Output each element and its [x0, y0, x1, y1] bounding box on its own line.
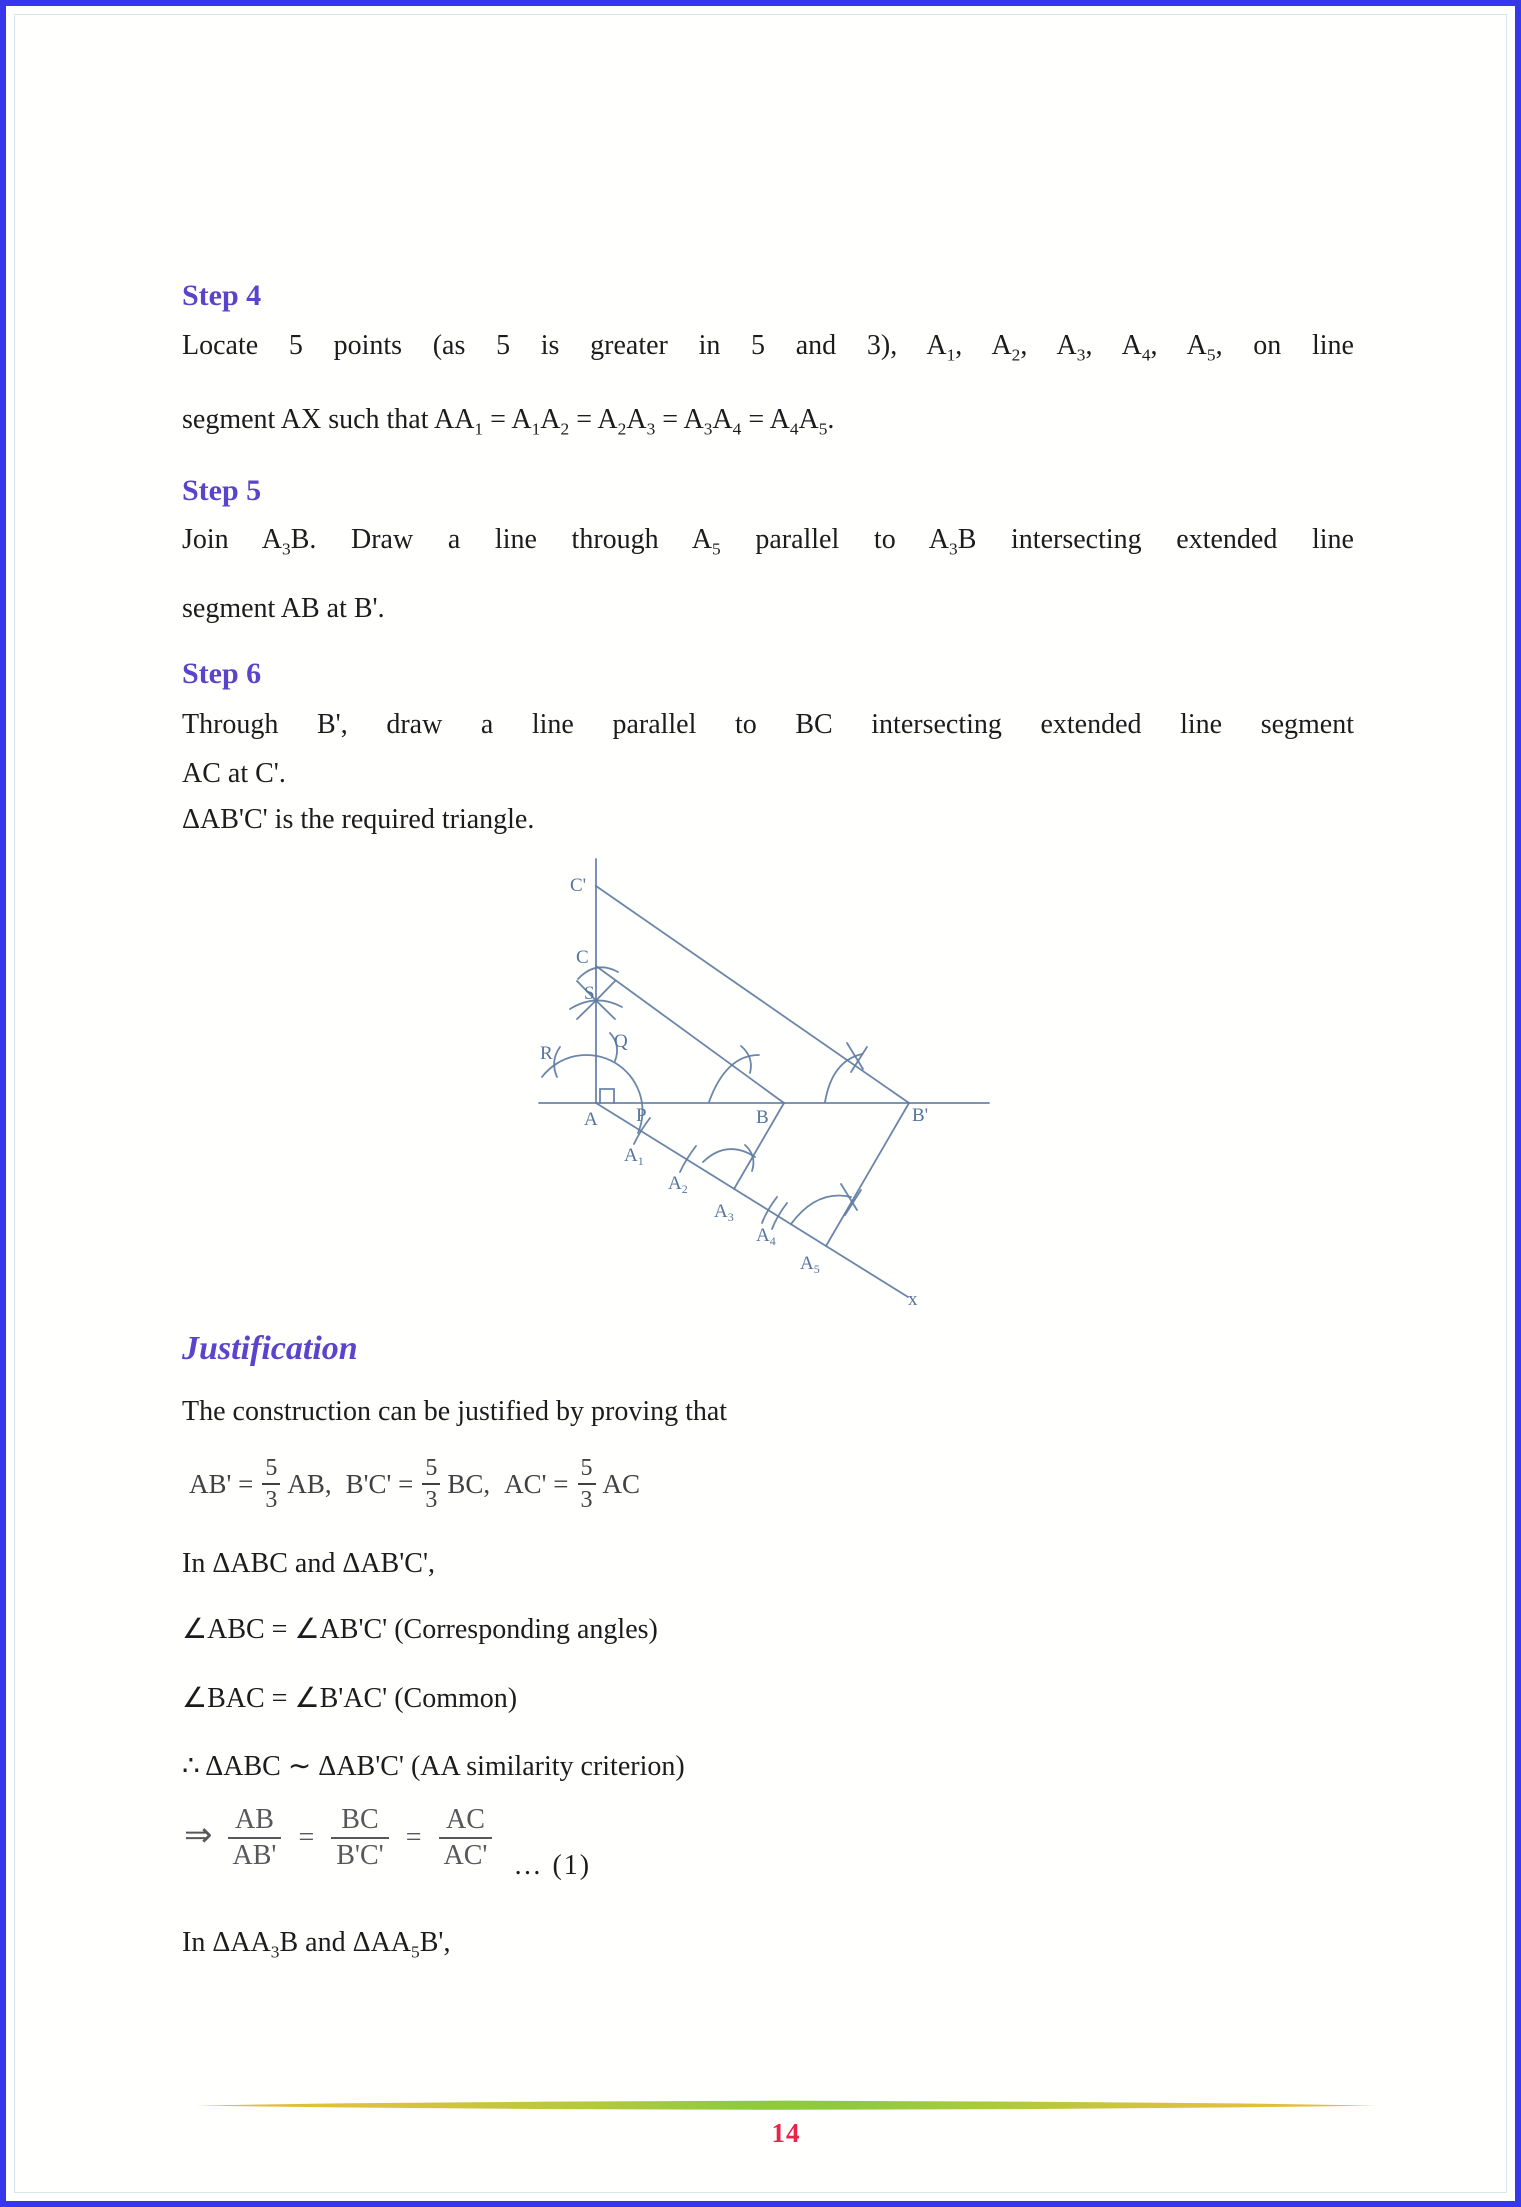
diagram-label: $A_1$ — [624, 1145, 644, 1168]
diagram-label: $A_3$ — [714, 1201, 734, 1224]
proportion-formula: ⇒ $\frac{AB}{AB'}$ = $\frac{BC}{B'C'}$ = $\frac{AC}{AC'}$ … (1) — [184, 1804, 592, 1881]
similarity-line-3: ∠BAC = ∠B'AC' (Common) — [182, 1683, 518, 1714]
diagram-label: S — [584, 983, 595, 1004]
tick-at-B — [741, 1046, 751, 1073]
diagram-label: Q — [614, 1031, 628, 1052]
justification-intro: The construction can be justified by proving that — [182, 1396, 728, 1427]
step6-line1: Through B', draw a line parallel to BC intersecting extended line segment — [182, 709, 1354, 740]
fraction: $\frac{5}{3}$ — [262, 1456, 280, 1512]
tick-A4-1 — [772, 1203, 787, 1229]
step5-line1: Join $A_3B$. Draw a line through $A_5$ parallel to $A_3B$ intersecting extended line — [182, 524, 1354, 559]
fraction: $\frac{5}{3}$ — [578, 1456, 596, 1512]
similarity-line-4: ∴ ΔABC ∼ ΔAB'C' (AA similarity criterion) — [182, 1751, 685, 1782]
diagram-label: C — [576, 947, 589, 968]
step6-line3: ΔAB'C' is the required triangle. — [182, 804, 535, 835]
line-CprimeBprime — [596, 886, 909, 1103]
ratio-group-2: B'C' = $\frac{5}{3}$ BC, — [345, 1455, 491, 1513]
step5-line2: segment AB at B'. — [182, 593, 385, 624]
step5-heading: Step 5 — [182, 474, 262, 507]
diagram-label: R — [540, 1043, 553, 1064]
ratio-group-1: AB' = $\frac{5}{3}$ AB, — [189, 1455, 332, 1513]
right-angle-mark — [600, 1089, 614, 1103]
similarity-line-1: In ΔABC and ΔAB'C', — [182, 1548, 435, 1579]
similarity-line-2: ∠ABC = ∠AB'C' (Corresponding angles) — [182, 1614, 658, 1645]
arc-at-Bprime — [825, 1054, 862, 1102]
justification-heading: Justification — [182, 1330, 358, 1367]
step4-heading: Step 4 — [182, 279, 262, 312]
fraction: $\frac{AC}{AC'}$ — [439, 1806, 493, 1870]
step6-heading: Step 6 — [182, 657, 262, 690]
diagram-labels — [540, 875, 928, 1310]
diagram-label: $A_4$ — [756, 1225, 776, 1248]
tick-A2 — [680, 1146, 696, 1172]
step4-line1: Locate 5 points (as 5 is greater in 5 and 3), $A_1$, $A_2$, $A_3$, $A_4$, $A_5$, on line — [182, 330, 1354, 365]
implies-arrow: ⇒ — [184, 1817, 213, 1854]
diagram-label: C' — [570, 875, 587, 896]
footer-rule — [196, 2099, 1376, 2111]
ratio-group-3: AC' = $\frac{5}{3}$ AC — [504, 1455, 641, 1513]
page-number: 14 — [771, 2118, 801, 2148]
diagram-label: P — [636, 1105, 647, 1126]
diagram-label: x — [908, 1289, 918, 1310]
diagram-label: A — [584, 1109, 598, 1130]
step4-line2: segment AX such that $AA_1 = A_1A_2 = A_2A_3 = A_3A_4 = A_4A_5$. — [182, 404, 835, 439]
fraction: $\frac{AB}{AB'}$ — [228, 1806, 282, 1870]
equation-number: … (1) — [513, 1850, 592, 1881]
step6-line2: AC at C'. — [182, 758, 286, 789]
diagram-label: B' — [912, 1105, 929, 1126]
construction-diagram — [526, 851, 1006, 1321]
fraction: $\frac{BC}{B'C'}$ — [331, 1806, 388, 1870]
ratio-formula — [189, 1456, 654, 1512]
diagram-label: $A_5$ — [800, 1253, 820, 1276]
line-A5Bprime — [826, 1103, 909, 1246]
diagram-label: B — [756, 1107, 769, 1128]
closing-line: In $\Delta AA_3B$ and $\Delta AA_5B'$, — [182, 1927, 451, 1962]
diagram-label: $A_2$ — [668, 1173, 688, 1196]
ray-AX — [596, 1103, 908, 1297]
fraction: $\frac{5}{3}$ — [422, 1456, 440, 1512]
arc-at-A3 — [703, 1149, 755, 1162]
